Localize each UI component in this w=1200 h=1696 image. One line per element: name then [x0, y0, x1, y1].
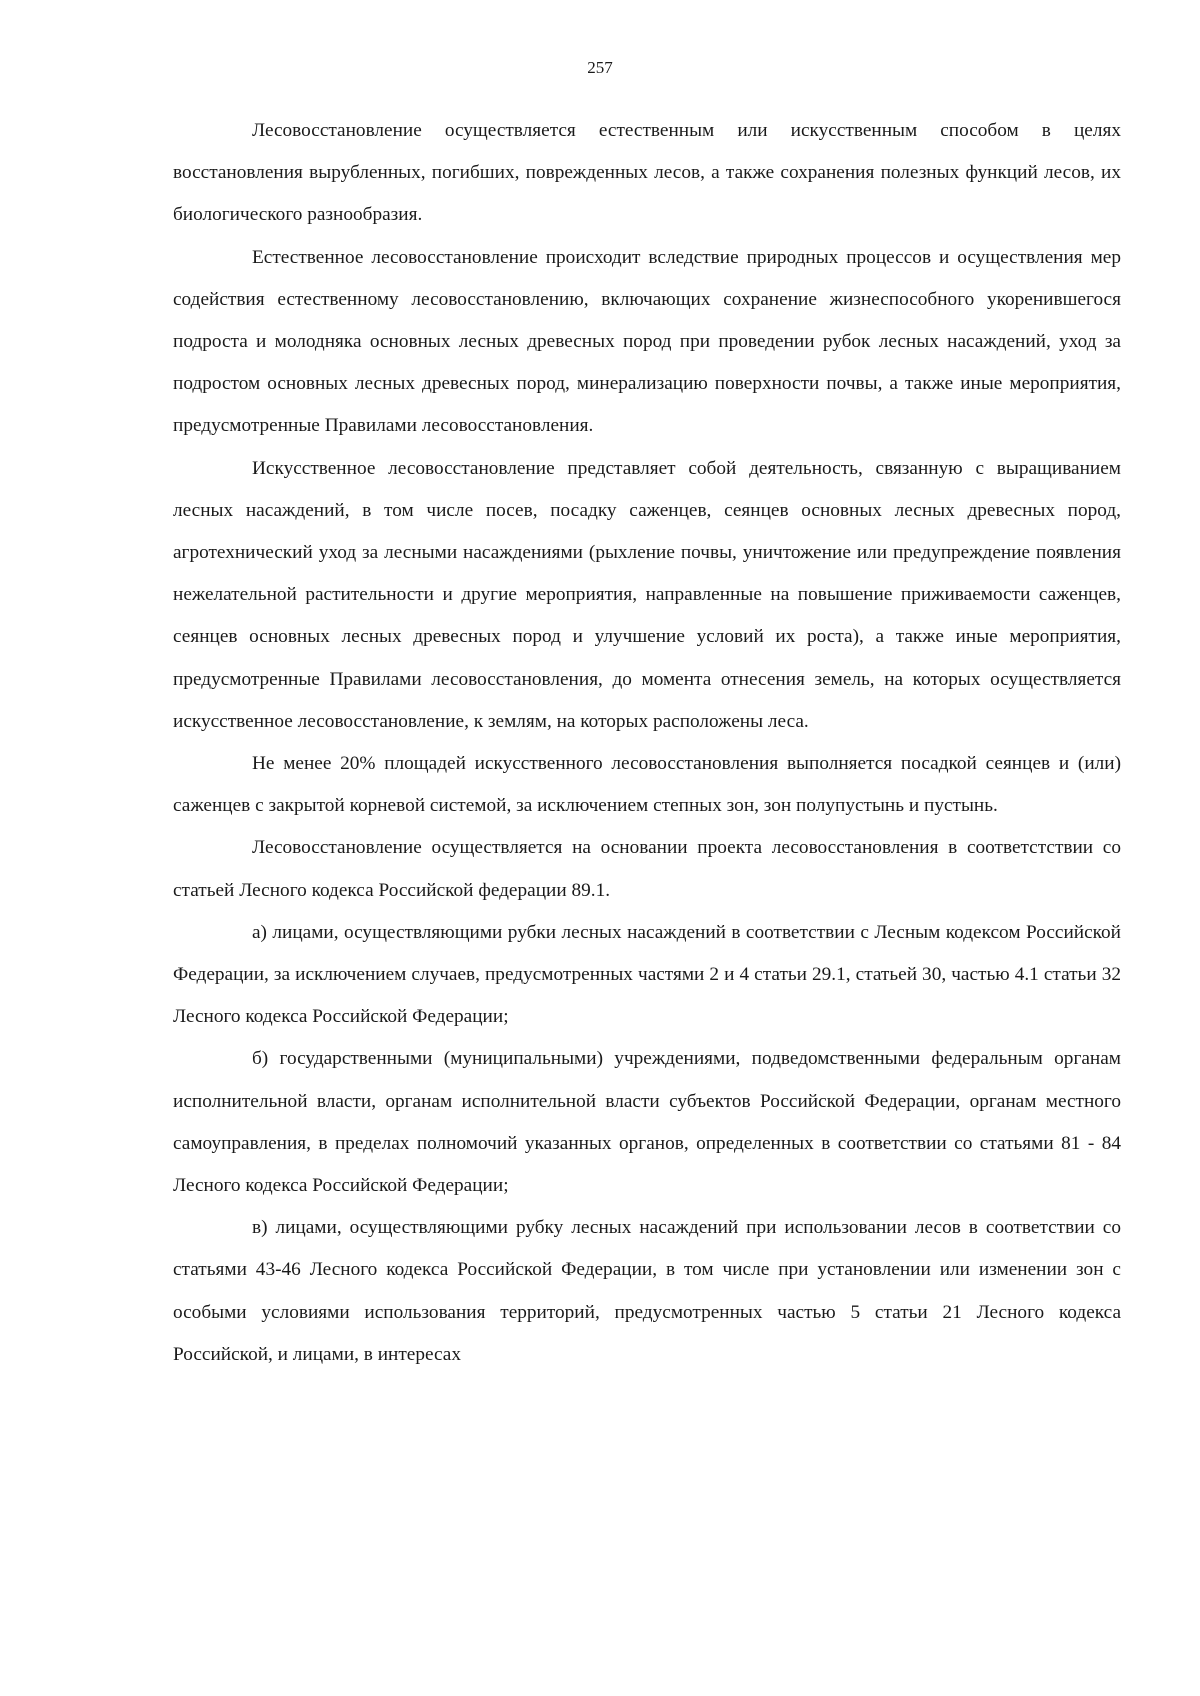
paragraph-item-b: б) государственными (муниципальными) учреждениями, подведомственными федеральным органам исполнительной власти, органам исполнительной власти субъектов Российской Федерации, органам местного самоуправления, в пределах полномочий указанных органов, определенных в соответствии со статьями 81 - 84 Лесного кодекса Российской Федерации; — [173, 1048, 1121, 1197]
page-number: 257 — [587, 58, 613, 77]
paragraph-artificial-restoration: Искусственное лесовосстановление представляет собой деятельность, связанную с выращиванием лесных насаждений, в том числе посев, посадку саженцев, сеянцев основных лесных древесных пород, агротехнический уход за лесными насаждениями (рыхление почвы, уничтожение или предупреждение появления нежелательной растительности и другие мероприятия, направленные на повышение приживаемости саженцев, сеянцев основных лесных древесных пород и улучшение условий их роста), а также иные мероприятия, предусмотренные Правилами лесовосстановления, до момента отнесения земель, на которых осуществляется искусственное лесовосстановление, к землям, на которых расположены леса. — [173, 457, 1121, 732]
paragraph-closed-root-seedlings: Не менее 20% площадей искусственного лесовосстановления выполняется посадкой сеянцев и (или) саженцев с закрытой корневой системой, за исключением степных зон, зон полупустынь и пустынь. — [173, 753, 1121, 817]
paragraph-natural-restoration: Естественное лесовосстановление происходит вследствие природных процессов и осуществления мер содействия естественному лесовосстановлению, включающих сохранение жизнеспособного укоренившегося подроста и молодняка основных лесных древесных пород при проведении рубок лесных насаждений, уход за подростом основных лесных древесных пород, минерализацию поверхности почвы, а также иные мероприятия, предусмотренные Правилами лесовосстановления. — [173, 246, 1121, 437]
paragraph-restoration-project: Лесовосстановление осуществляется на основании проекта лесовосстановления в соответстствии со статьей Лесного кодекса Российской федерации 89.1. — [173, 837, 1121, 901]
paragraph-item-a: а) лицами, осуществляющими рубки лесных насаждений в соответствии с Лесным кодексом Российской Федерации, за исключением случаев, предусмотренных частями 2 и 4 статьи 29.1, статьей 30, частью 4.1 статьи 32 Лесного кодекса Российской Федерации; — [173, 921, 1121, 1028]
paragraph-forest-restoration-intro: Лесовосстановление осуществляется естественным или искусственным способом в целях восстановления вырубленных, погибших, поврежденных лесов, а также сохранения полезных функций лесов, их биологического разнообразия. — [173, 120, 1121, 226]
paragraph-item-c: в) лицами, осуществляющими рубку лесных насаждений при использовании лесов в соответствии со статьями 43-46 Лесного кодекса Российской Федерации, в том числе при установлении или изменении зон с особыми условиями использования территорий, предусмотренных частью 5 статьи 21 Лесного кодекса Российской, и лицами, в интересах — [173, 1217, 1121, 1365]
document-body — [173, 110, 1121, 1376]
